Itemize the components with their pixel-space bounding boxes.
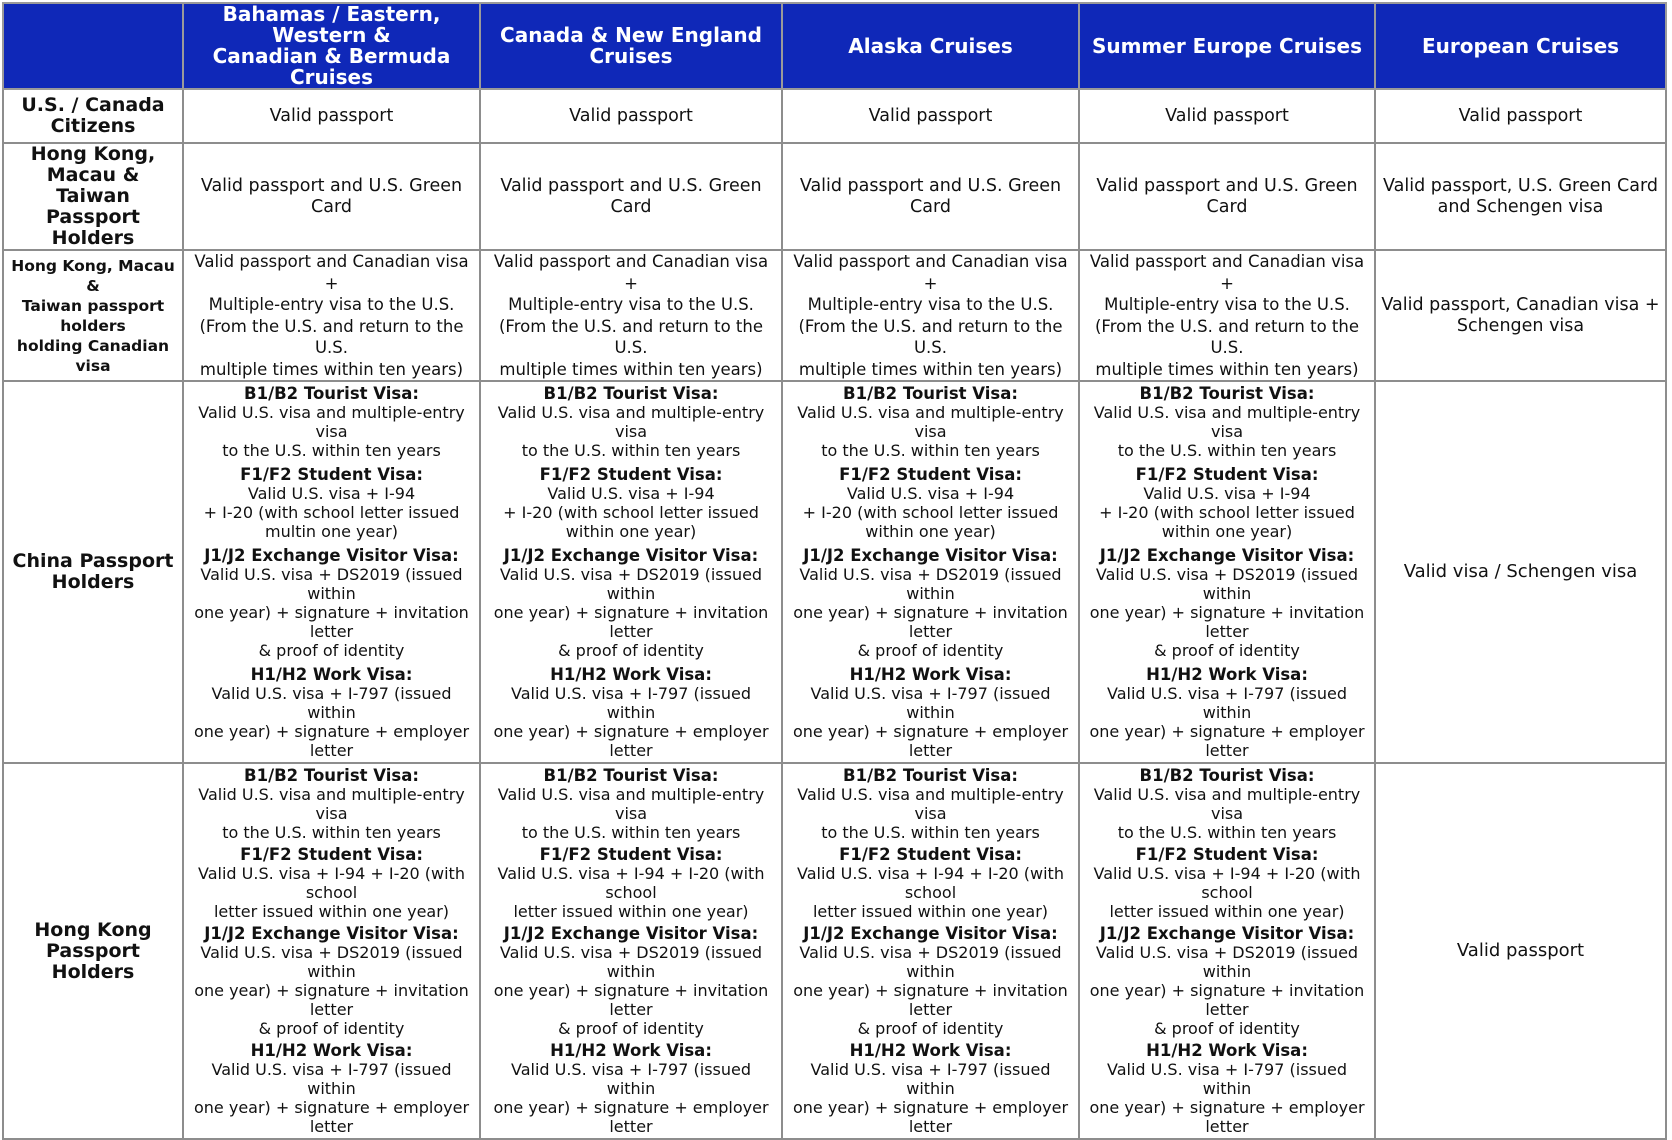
table-cell [782,250,1079,381]
row-header-line: Hong Kong, Macau & [11,256,175,295]
visa-requirement-text: Valid U.S. visa + DS2019 (issued within [499,943,763,981]
visa-requirement-block [485,845,777,921]
table-cell: Valid passport [782,89,1079,143]
visa-requirement-text: + I-20 (with school letter issued [503,503,759,522]
visa-requirement-text: Valid U.S. visa + DS2019 (issued within [799,565,1062,603]
visa-requirement-block [188,465,475,541]
visa-requirement-text: within one year) [1161,522,1293,541]
row-header-line: Macau & Taiwan [46,164,140,207]
column-header-line: Alaska Cruises [848,33,1013,58]
visa-requirement-text: Valid U.S. visa + I-94 + I-20 (with school [797,864,1064,902]
visa-type-title: H1/H2 Work Visa: [250,1041,413,1060]
visa-requirement-text: one year) + signature + employer letter [493,1098,769,1136]
column-header-bahamas [183,3,480,89]
visa-requirement-text: & proof of identity [258,1019,405,1038]
cell-line: (From the U.S. and return to the U.S. [498,316,764,357]
visa-requirement-text: Valid U.S. visa + DS2019 (issued within [799,943,1062,981]
cell-line: Valid passport and Canadian visa + [1089,252,1365,293]
visa-requirement-text: one year) + signature + employer letter [193,722,470,760]
table-row-hk [3,763,1666,1139]
visa-cell [183,763,480,1139]
visa-type-title: J1/J2 Exchange Visitor Visa: [503,546,759,565]
visa-requirement-text: Valid U.S. visa + I-94 [846,484,1015,503]
visa-cell [1079,763,1375,1139]
visa-requirement-text: Valid U.S. visa + I-797 (issued within [211,1060,452,1098]
visa-requirement-text: one year) + signature + invitation letter [194,603,469,641]
visa-type-title: F1/F2 Student Visa: [539,845,723,864]
cell-line: (From the U.S. and return to the U.S. [798,316,1063,357]
table-row-us-canada [3,89,1666,143]
header-corner-cell [3,3,183,89]
visa-requirement-block [1084,766,1370,842]
visa-requirement-text: to the U.S. within ten years [1117,823,1337,842]
visa-type-title: F1/F2 Student Visa: [839,845,1022,864]
visa-requirement-block [1084,924,1370,1038]
table-cell [183,143,480,250]
visa-requirement-text: Valid U.S. visa and multiple-entry visa [497,785,765,823]
visa-requirement-block [1084,1041,1370,1136]
visa-requirements-table [2,2,1667,1140]
visa-cell [782,763,1079,1139]
visa-type-title: B1/B2 Tourist Visa: [543,766,719,785]
visa-requirement-text: letter issued within one year) [513,902,749,921]
visa-type-title: B1/B2 Tourist Visa: [543,384,719,403]
table-cell [1375,250,1666,381]
visa-type-title: F1/F2 Student Visa: [240,465,423,484]
row-header-line: Taiwan passport holders [21,296,165,335]
table-cell [480,143,782,250]
visa-requirement-text: multin one year) [265,522,398,541]
table-cell: Valid passport [1375,89,1666,143]
column-header-line: Canada & New England [500,23,762,47]
row-header-line: Passport Holders [46,939,140,983]
visa-requirement-block [485,465,777,541]
visa-type-title: H1/H2 Work Visa: [1146,1041,1308,1060]
visa-requirement-block [1084,845,1370,921]
cell-line: multiple times within ten years) [1095,359,1359,379]
visa-requirement-text: Valid U.S. visa + DS2019 (issued within [1095,943,1359,981]
table-row-hk-canadian-visa [3,250,1666,381]
visa-requirement-text: & proof of identity [1154,641,1300,660]
visa-requirement-text: Valid U.S. visa + I-94 + I-20 (with school [198,864,465,902]
visa-requirement-text: Valid U.S. visa and multiple-entry visa [198,403,465,441]
visa-requirement-text: Valid U.S. visa and multiple-entry visa [797,785,1064,823]
visa-requirement-text: Valid U.S. visa and multiple-entry visa [198,785,465,823]
visa-requirement-text: Valid U.S. visa + I-94 [547,484,715,503]
table-cell [1375,143,1666,250]
visa-requirement-text: to the U.S. within ten years [821,823,1040,842]
visa-type-title: B1/B2 Tourist Visa: [244,766,419,785]
cell-line: (From the U.S. and return to the U.S. [199,316,464,357]
visa-requirement-block [485,766,777,842]
visa-type-title: J1/J2 Exchange Visitor Visa: [503,924,759,943]
cell-line: (From the U.S. and return to the U.S. [1094,316,1360,357]
visa-requirement-text: Valid U.S. visa + I-797 (issued within [810,1060,1051,1098]
visa-requirement-text: Valid U.S. visa + I-94 [1143,484,1311,503]
cell-line: Valid passport and Canadian visa + [493,252,769,293]
visa-requirement-text: Valid U.S. visa + I-94 [247,484,416,503]
visa-requirement-block [1084,465,1370,541]
visa-requirement-text: & proof of identity [258,641,405,660]
table-cell [480,250,782,381]
visa-requirement-text: within one year) [565,522,697,541]
visa-requirement-block [485,384,777,460]
column-header-line: Bahamas / Eastern, Western & [222,2,441,47]
visa-type-title: F1/F2 Student Visa: [240,845,423,864]
visa-type-title: H1/H2 Work Visa: [550,1041,712,1060]
table-cell [1079,143,1375,250]
table-header-row [3,3,1666,89]
column-header-line: Summer Europe Cruises [1091,33,1363,58]
cell-line: Schengen visa [1456,315,1585,336]
row-header-hk [3,763,183,1139]
visa-requirement-text: to the U.S. within ten years [222,823,441,842]
visa-requirement-block [787,924,1074,1038]
visa-requirement-text: one year) + signature + employer letter [1089,1098,1365,1136]
visa-requirement-text: + I-20 (with school letter issued [1099,503,1355,522]
visa-requirement-text: Valid U.S. visa + DS2019 (issued within [200,943,463,981]
cell-line: and Schengen visa [1437,196,1604,217]
cell-line: Valid passport, U.S. Green Card [1383,175,1658,196]
visa-type-title: J1/J2 Exchange Visitor Visa: [1099,924,1355,943]
visa-requirement-text: one year) + signature + employer letter [1089,722,1365,760]
visa-cell [782,381,1079,763]
visa-type-title: J1/J2 Exchange Visitor Visa: [803,546,1058,565]
visa-requirement-text: Valid U.S. visa and multiple-entry visa [497,403,765,441]
cell-line: Valid passport, Canadian visa + [1381,294,1660,315]
visa-requirement-text: Valid U.S. visa + I-797 (issued within [1106,684,1347,722]
visa-type-title: B1/B2 Tourist Visa: [843,384,1018,403]
visa-requirement-block [1084,384,1370,460]
visa-requirement-text: letter issued within one year) [1109,902,1345,921]
row-header-hk-macau-taiwan [3,143,183,250]
visa-requirement-text: & proof of identity [558,641,704,660]
cell-line: multiple times within ten years) [798,359,1063,379]
table-row-china [3,381,1666,763]
visa-requirement-text: Valid U.S. visa + DS2019 (issued within [200,565,463,603]
column-header-summer-europe [1079,3,1375,89]
visa-requirement-text: one year) + signature + invitation letter [194,981,469,1019]
visa-requirement-text: Valid U.S. visa + I-94 + I-20 (with school [497,864,765,902]
visa-cell [480,381,782,763]
visa-type-title: F1/F2 Student Visa: [1135,845,1319,864]
visa-requirement-text: Valid U.S. visa + DS2019 (issued within [1095,565,1359,603]
visa-type-title: F1/F2 Student Visa: [1135,465,1319,484]
visa-requirement-block [188,924,475,1038]
visa-requirement-text: Valid U.S. visa + I-94 + I-20 (with school [1093,864,1361,902]
cell-line: Multiple-entry visa to the U.S. [508,295,754,314]
row-header-line: Hong Kong [34,918,152,941]
column-header-alaska [782,3,1079,89]
table-cell: Valid passport [183,89,480,143]
cell-line: Multiple-entry visa to the U.S. [208,295,455,314]
visa-requirement-block [188,1041,475,1136]
visa-requirement-text: one year) + signature + employer letter [193,1098,470,1136]
row-header-us-canada [3,89,183,143]
visa-requirement-text: to the U.S. within ten years [1117,441,1337,460]
visa-requirement-text: Valid U.S. visa and multiple-entry visa [1093,403,1361,441]
visa-type-title: F1/F2 Student Visa: [539,465,723,484]
row-header-hk-canadian-visa [3,250,183,381]
row-header-line: Citizens [50,115,136,137]
visa-type-title: J1/J2 Exchange Visitor Visa: [1099,546,1355,565]
visa-requirement-text: one year) + signature + employer letter [792,1098,1069,1136]
visa-requirement-block [787,546,1074,660]
visa-type-title: J1/J2 Exchange Visitor Visa: [204,546,459,565]
visa-requirement-block [1084,546,1370,660]
visa-requirement-text: & proof of identity [558,1019,704,1038]
visa-requirement-block [787,766,1074,842]
visa-requirement-text: one year) + signature + invitation letter [1089,981,1365,1019]
visa-requirement-text: & proof of identity [857,641,1004,660]
visa-requirement-text: + I-20 (with school letter issued [802,503,1059,522]
visa-type-title: J1/J2 Exchange Visitor Visa: [803,924,1058,943]
visa-requirement-text: one year) + signature + invitation letter [493,981,769,1019]
cell-line: Valid passport and U.S. Green Card [1096,175,1358,217]
visa-requirement-text: Valid U.S. visa + DS2019 (issued within [499,565,763,603]
cell-line: Valid passport and U.S. Green Card [500,175,762,217]
visa-cell [183,381,480,763]
column-header-line: European Cruises [1421,33,1620,58]
visa-requirement-text: & proof of identity [857,1019,1004,1038]
visa-type-title: H1/H2 Work Visa: [849,1041,1012,1060]
visa-type-title: H1/H2 Work Visa: [550,665,712,684]
visa-requirement-block [1084,665,1370,760]
visa-requirement-text: one year) + signature + invitation letter [1089,603,1365,641]
column-header-european [1375,3,1666,89]
visa-requirement-block [188,546,475,660]
visa-requirement-block [787,665,1074,760]
visa-requirement-text: + I-20 (with school letter issued [203,503,460,522]
visa-requirement-block [787,384,1074,460]
visa-requirements-table-wrapper [2,2,1665,1136]
row-header-line: holding Canadian visa [16,336,170,375]
row-header-line: Holders [51,571,135,593]
visa-requirement-text: Valid U.S. visa and multiple-entry visa [797,403,1064,441]
visa-requirement-text: Valid U.S. visa + I-797 (issued within [211,684,452,722]
visa-requirement-text: to the U.S. within ten years [222,441,441,460]
row-header-line: China Passport [12,550,174,572]
visa-requirement-text: to the U.S. within ten years [521,441,741,460]
visa-requirement-text: letter issued within one year) [812,902,1049,921]
visa-requirement-text: one year) + signature + employer letter [792,722,1069,760]
visa-type-title: H1/H2 Work Visa: [849,665,1012,684]
visa-type-title: B1/B2 Tourist Visa: [843,766,1018,785]
row-header-line: U.S. / Canada [21,94,165,116]
visa-requirement-text: to the U.S. within ten years [821,441,1040,460]
visa-requirement-text: Valid U.S. visa + I-797 (issued within [810,684,1051,722]
visa-requirement-text: Valid U.S. visa + I-797 (issued within [510,1060,751,1098]
visa-requirement-block [188,384,475,460]
visa-requirement-text: to the U.S. within ten years [521,823,741,842]
visa-requirement-block [188,665,475,760]
row-header-china [3,381,183,763]
table-cell: Valid passport [480,89,782,143]
visa-requirement-text: Valid U.S. visa + I-797 (issued within [1106,1060,1347,1098]
visa-type-title: B1/B2 Tourist Visa: [1139,766,1315,785]
column-header-line: Canadian & Bermuda Cruises [212,44,451,89]
visa-type-title: B1/B2 Tourist Visa: [1139,384,1315,403]
table-row-hk-macau-taiwan [3,143,1666,250]
visa-requirement-block [787,845,1074,921]
cell-line: Valid passport and Canadian visa + [793,252,1068,293]
visa-requirement-block [485,924,777,1038]
table-cell [782,143,1079,250]
cell-line: multiple times within ten years) [199,359,464,379]
cell-line: Valid passport and U.S. Green Card [200,175,463,217]
visa-requirement-text: Valid U.S. visa + I-797 (issued within [510,684,751,722]
visa-requirement-block [485,665,777,760]
visa-cell [480,763,782,1139]
visa-type-title: F1/F2 Student Visa: [839,465,1022,484]
table-cell [1079,250,1375,381]
visa-requirement-block [188,766,475,842]
visa-requirement-block [485,546,777,660]
cell-line: Valid passport and U.S. Green Card [799,175,1062,217]
visa-type-title: H1/H2 Work Visa: [1146,665,1308,684]
visa-cell [1079,381,1375,763]
row-header-line: Passport Holders [46,206,140,249]
visa-requirement-text: one year) + signature + employer letter [493,722,769,760]
visa-requirement-text: within one year) [865,522,996,541]
column-header-canada [480,3,782,89]
visa-requirement-block [787,465,1074,541]
table-cell [183,250,480,381]
table-cell: Valid passport [1375,763,1666,1139]
visa-type-title: J1/J2 Exchange Visitor Visa: [204,924,459,943]
visa-requirement-text: letter issued within one year) [213,902,450,921]
visa-type-title: B1/B2 Tourist Visa: [244,384,419,403]
visa-requirement-text: one year) + signature + invitation letter [793,603,1068,641]
column-header-line: Cruises [589,44,673,68]
cell-line: Multiple-entry visa to the U.S. [807,295,1054,314]
row-header-line: Hong Kong, [30,143,156,165]
visa-requirement-text: & proof of identity [1154,1019,1300,1038]
visa-requirement-block [787,1041,1074,1136]
table-cell: Valid visa / Schengen visa [1375,381,1666,763]
visa-requirement-block [485,1041,777,1136]
cell-line: multiple times within ten years) [499,359,763,379]
cell-line: Valid passport and Canadian visa + [194,252,469,293]
visa-type-title: H1/H2 Work Visa: [250,665,413,684]
visa-requirement-text: one year) + signature + invitation letter [793,981,1068,1019]
cell-line: Multiple-entry visa to the U.S. [1104,295,1350,314]
visa-requirement-block [188,845,475,921]
visa-requirement-text: one year) + signature + invitation letter [493,603,769,641]
table-cell: Valid passport [1079,89,1375,143]
visa-requirement-text: Valid U.S. visa and multiple-entry visa [1093,785,1361,823]
